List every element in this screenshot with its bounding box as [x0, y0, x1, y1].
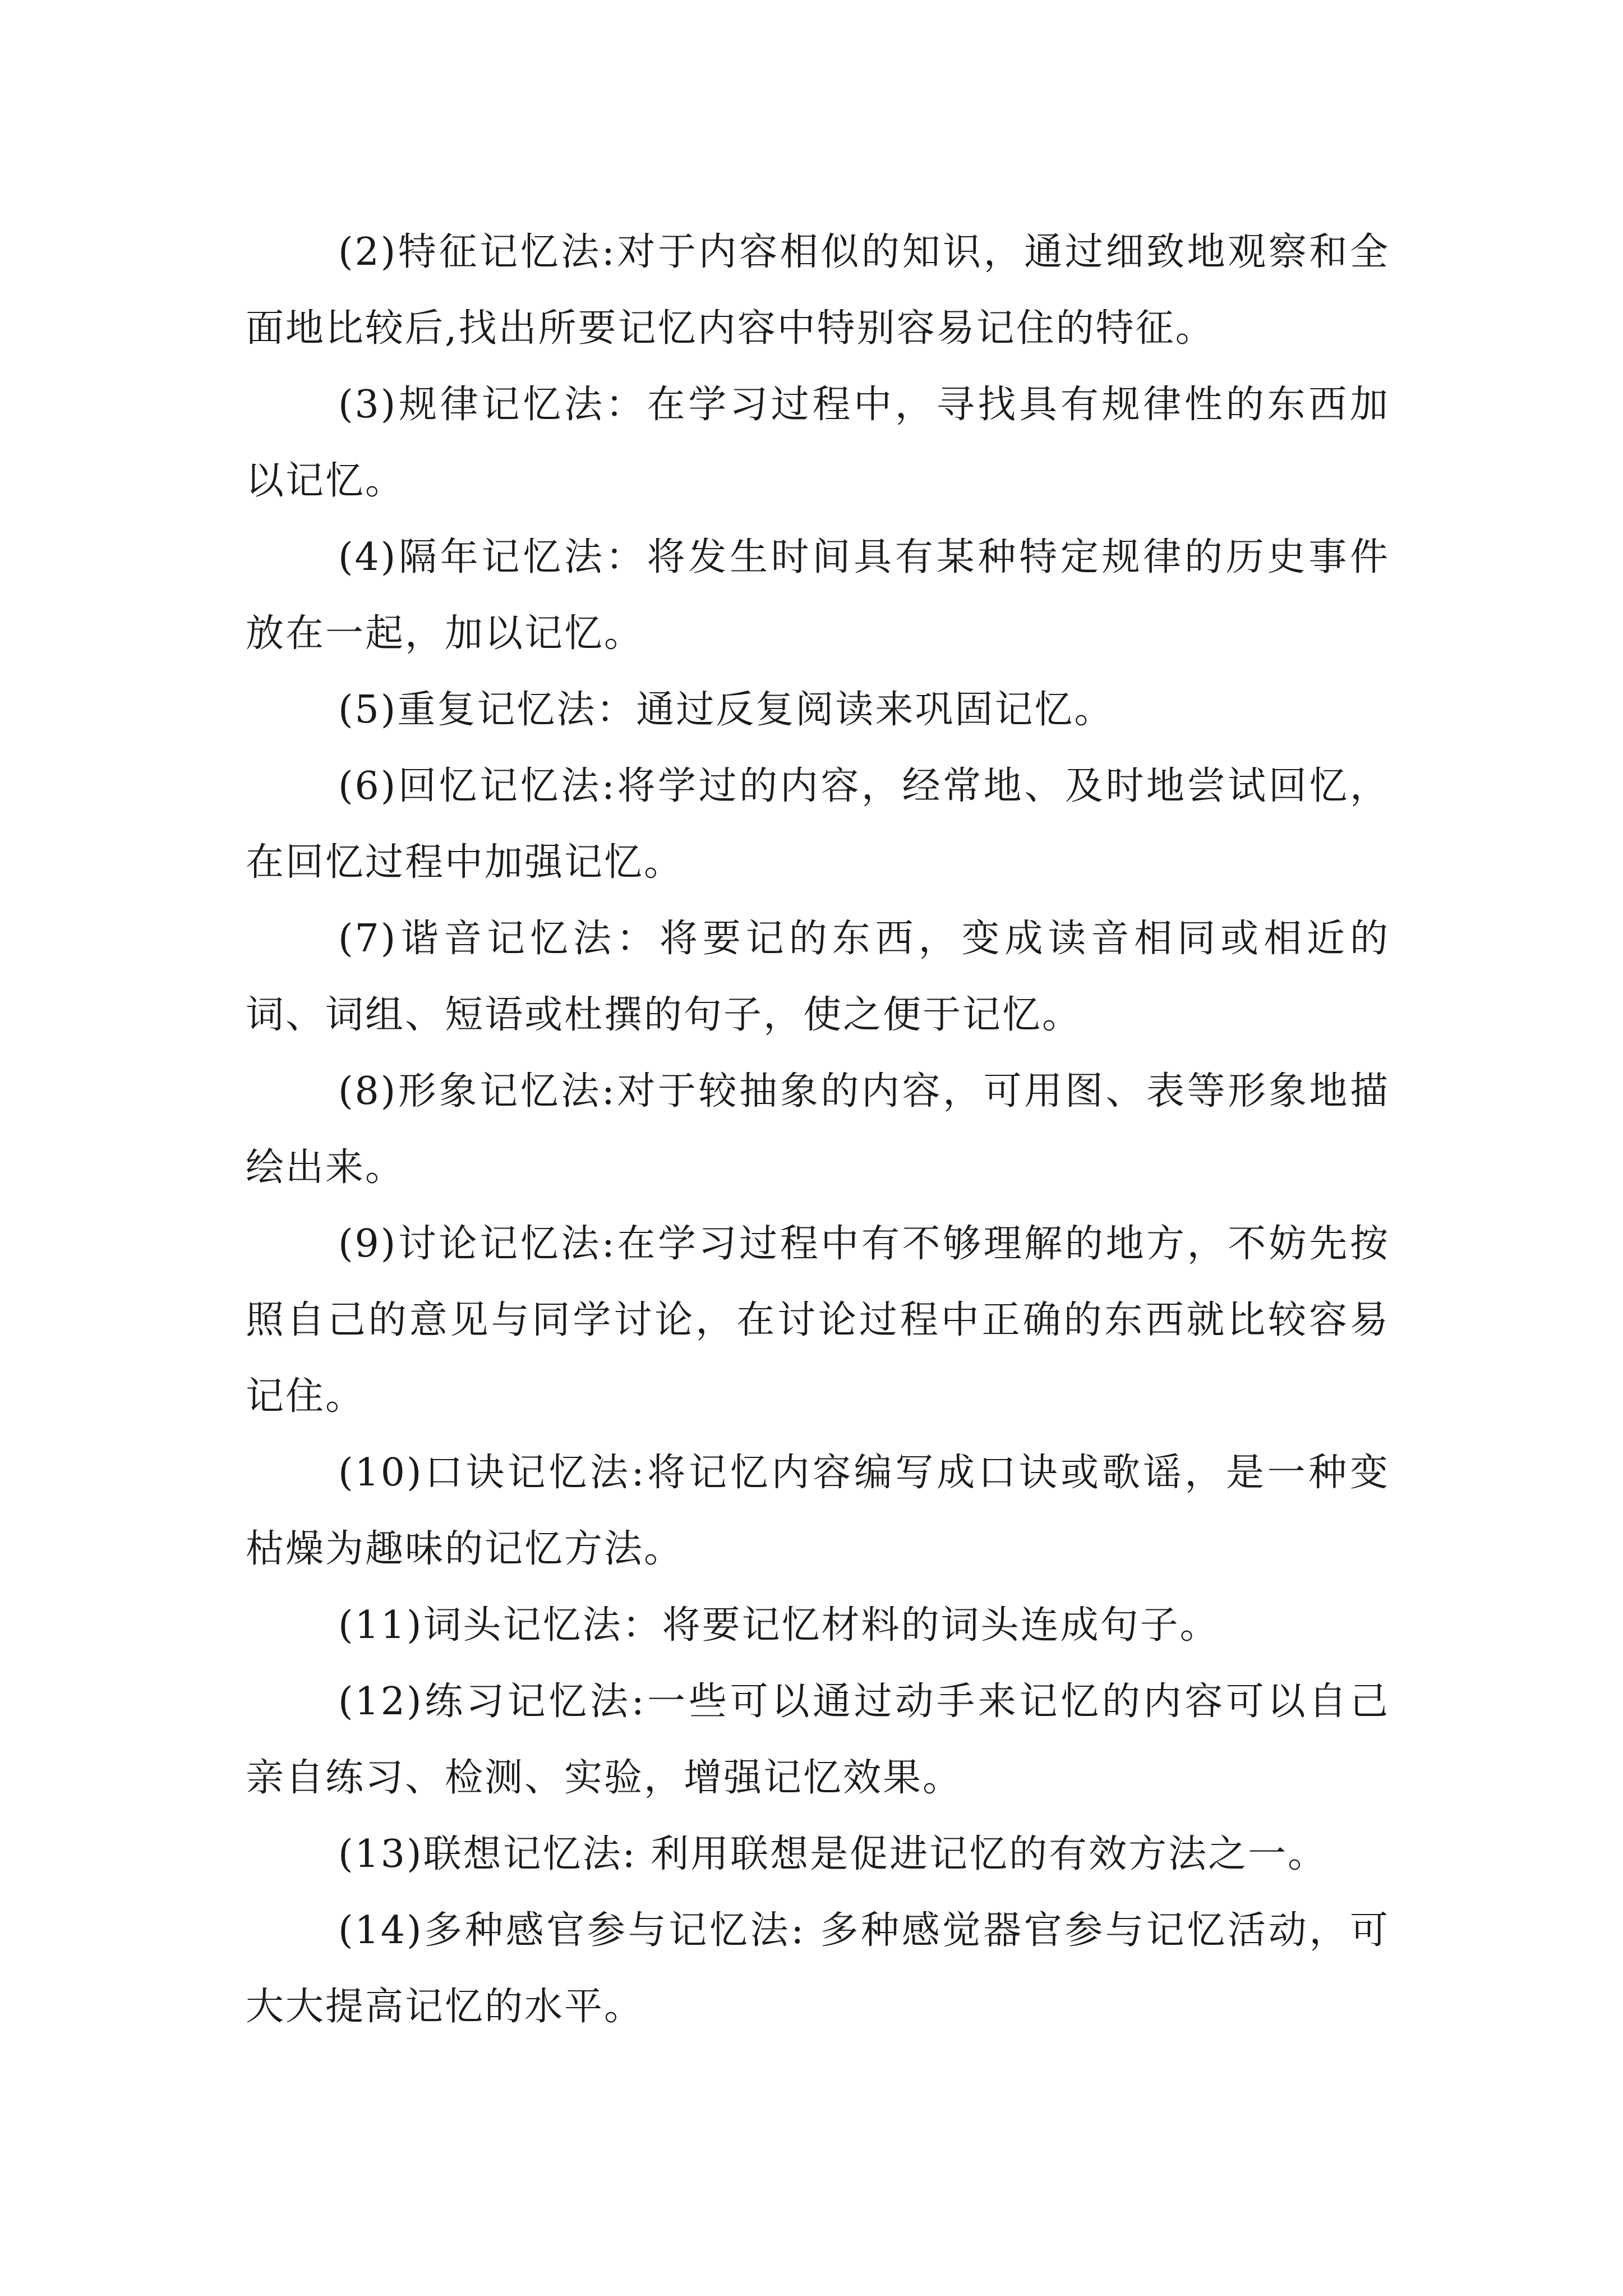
paragraph-method-9: (9)讨论记忆法:在学习过程中有不够理解的地方，不妨先按照自己的意见与同学讨论，在讨论过程中正确的东西就比较容易记住。 [246, 1222, 1390, 1419]
paragraph-method-14: (14)多种感官参与记忆法: 多种感觉器官参与记忆活动，可大大提高记忆的水平。 [246, 1908, 1390, 2029]
paragraph-method-2: (2)特征记忆法:对于内容相似的知识，通过细致地观察和全面地比较后,找出所要记忆内容中特别容易记住的特征。 [246, 230, 1390, 351]
paragraph-method-7: (7)谐音记忆法：将要记的东西，变成读音相同或相近的词、词组、短语或杜撰的句子，使之便于记忆。 [246, 917, 1390, 1037]
document-body [246, 214, 1390, 2045]
paragraph-method-3: (3)规律记忆法：在学习过程中，寻找具有规律性的东西加以记忆。 [246, 383, 1390, 503]
paragraph-method-12: (12)练习记忆法:一些可以通过动手来记忆的内容可以自己亲自练习、检测、实验，增强记忆效果。 [246, 1680, 1390, 1800]
paragraph-method-10: (10)口诀记忆法:将记忆内容编写成口诀或歌谣，是一种变枯燥为趣味的记忆方法。 [246, 1451, 1390, 1571]
paragraph-method-11: (11)词头记忆法：将要记忆材料的词头连成句子。 [338, 1603, 1220, 1648]
paragraph-method-8: (8)形象记忆法:对于较抽象的内容，可用图、表等形象地描绘出来。 [246, 1069, 1390, 1190]
paragraph-method-5: (5)重复记忆法：通过反复阅读来巩固记忆。 [338, 688, 1114, 732]
paragraph-method-13: (13)联想记忆法: 利用联想是促进记忆的有效方法之一。 [338, 1832, 1328, 1876]
paragraph-method-6: (6)回忆记忆法:将学过的内容，经常地、及时地尝试回忆，在回忆过程中加强记忆。 [246, 764, 1390, 885]
paragraph-method-4: (4)隔年记忆法：将发生时间具有某种特定规律的历史事件放在一起，加以记忆。 [246, 535, 1390, 656]
